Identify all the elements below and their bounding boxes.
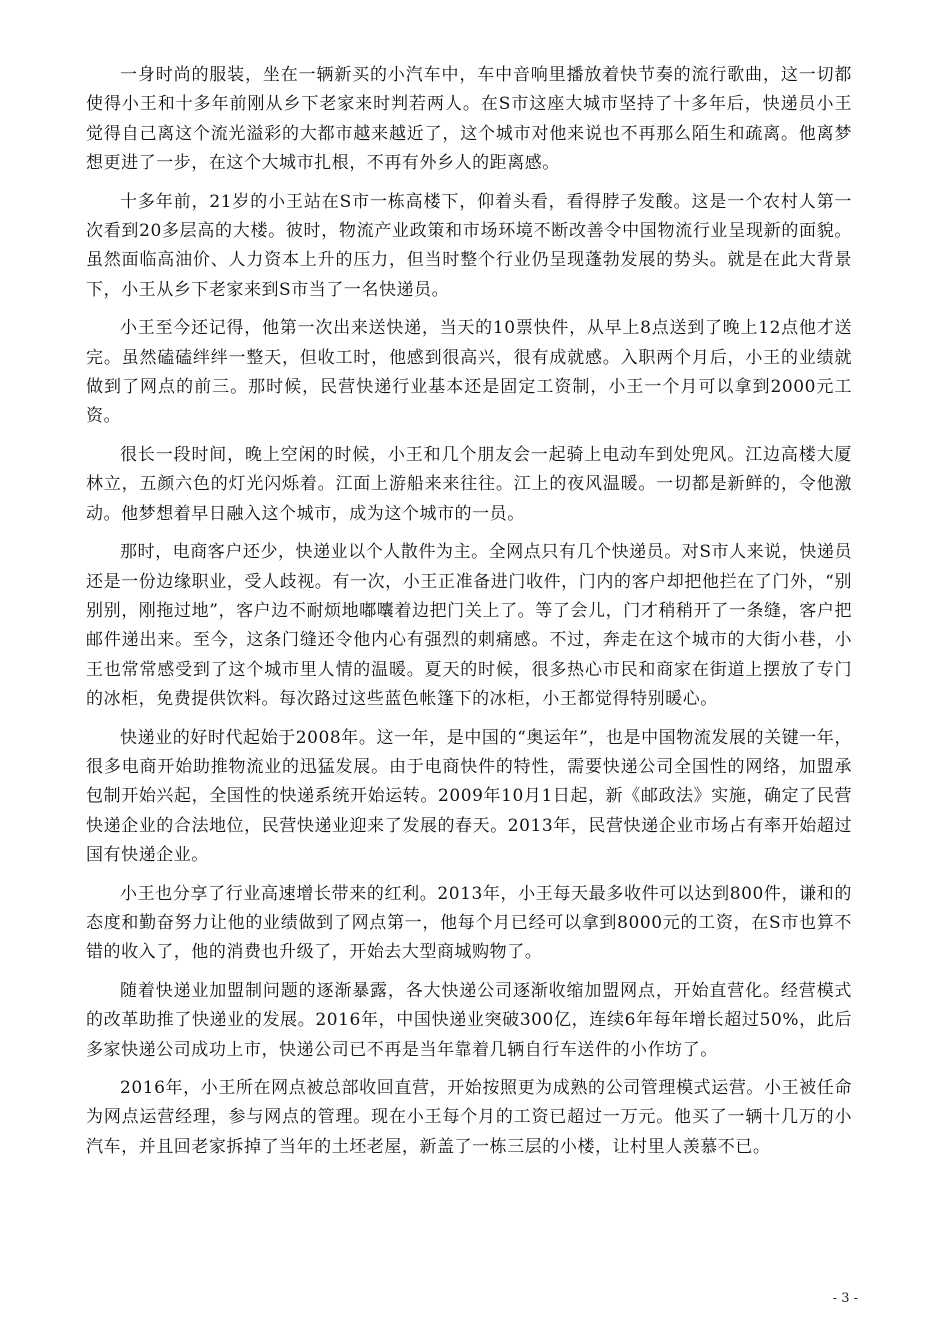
paragraph-8: 随着快递业加盟制问题的逐渐暴露，各大快递公司逐渐收缩加盟网点，开始直营化。经营模式的改革助推了快递业的发展。2016年，中国快递业突破300亿，连续6年每年增长超过50%，此后多家快递公司成功上市，快递公司已不再是当年靠着几辆自行车送件的小作坊了。 xyxy=(86,980,852,1060)
paragraph-3: 小王至今还记得，他第一次出来送快递，当天的10票快件，从早上8点送到了晚上12点他才送完。虽然磕磕绊绊一整天，但收工时，他感到很高兴，很有成就感。入职两个月后，小王的业绩就做到了网点的前三。那时候，民营快递行业基本还是固定工资制，小王一个月可以拿到2000元工资。 xyxy=(86,318,852,427)
page-number: - 3 - xyxy=(832,1291,858,1306)
paragraph-1: 一身时尚的服装，坐在一辆新买的小汽车中，车中音响里播放着快节奏的流行歌曲，这一切都使得小王和十多年前刚从乡下老家来时判若两人。在S市这座大城市坚持了十多年后，快递员小王觉得自己离这个流光溢彩的大都市越来越近了，这个城市对他来说也不再那么陌生和疏离。他离梦想更进了一步，在这个大城市扎根，不再有外乡人的距离感。 xyxy=(86,65,852,174)
paragraph-5: 那时，电商客户还少，快递业以个人散件为主。全网点只有几个快递员。对S市人来说，快递员还是一份边缘职业，受人歧视。有一次，小王正准备进门收件，门内的客户却把他拦在了门外，“别别别，刚拖过地”，客户边不耐烦地嘟囔着边把门关上了。等了会儿，门才稍稍开了一条缝，客户把邮件递出来。至今，这条门缝还令他内心有强烈的刺痛感。不过，奔走在这个城市的大街小巷，小王也常常感受到了这个城市里人情的温暖。夏天的时候，很多热心市民和商家在街道上摆放了专门的冰柜，免费提供饮料。每次路过这些蓝色帐篷下的冰柜，小王都觉得特别暖心。 xyxy=(86,542,852,710)
document-page xyxy=(86,61,852,1171)
paragraph-7: 小王也分享了行业高速增长带来的红利。2013年，小王每天最多收件可以达到800件，谦和的态度和勤奋努力让他的业绩做到了网点第一，他每个月已经可以拿到8000元的工资，在S市也算不错的收入了，他的消费也升级了，开始去大型商城购物了。 xyxy=(86,883,852,963)
paragraph-2: 十多年前，21岁的小王站在S市一栋高楼下，仰着头看，看得脖子发酸。这是一个农村人第一次看到20多层高的大楼。彼时，物流产业政策和市场环境不断改善令中国物流行业呈现新的面貌。虽然面临高油价、人力资本上升的压力，但当时整个行业仍呈现蓬勃发展的势头。就是在此大背景下，小王从乡下老家来到S市当了一名快递员。 xyxy=(86,191,852,300)
paragraph-4: 很长一段时间，晚上空闲的时候，小王和几个朋友会一起骑上电动车到处兜风。江边高楼大厦林立，五颜六色的灯光闪烁着。江面上游船来来往往。江上的夜风温暖。一切都是新鲜的，令他激动。他梦想着早日融入这个城市，成为这个城市的一员。 xyxy=(86,444,852,524)
paragraph-9: 2016年，小王所在网点被总部收回直营，开始按照更为成熟的公司管理模式运营。小王被任命为网点运营经理，参与网点的管理。现在小王每个月的工资已超过一万元。他买了一辆十几万的小汽车，并且回老家拆掉了当年的土坯老屋，新盖了一栋三层的小楼，让村里人羡慕不已。 xyxy=(86,1078,852,1157)
paragraph-6: 快递业的好时代起始于2008年。这一年，是中国的“奥运年”，也是中国物流发展的关键一年，很多电商开始助推物流业的迅猛发展。由于电商快件的特性，需要快递公司全国性的网络，加盟承包制开始兴起，全国性的快递系统开始运转。2009年10月1日起，新《邮政法》实施，确定了民营快递企业的合法地位，民营快递业迎来了发展的春天。2013年，民营快递企业市场占有率开始超过国有快递企业。 xyxy=(86,727,852,866)
